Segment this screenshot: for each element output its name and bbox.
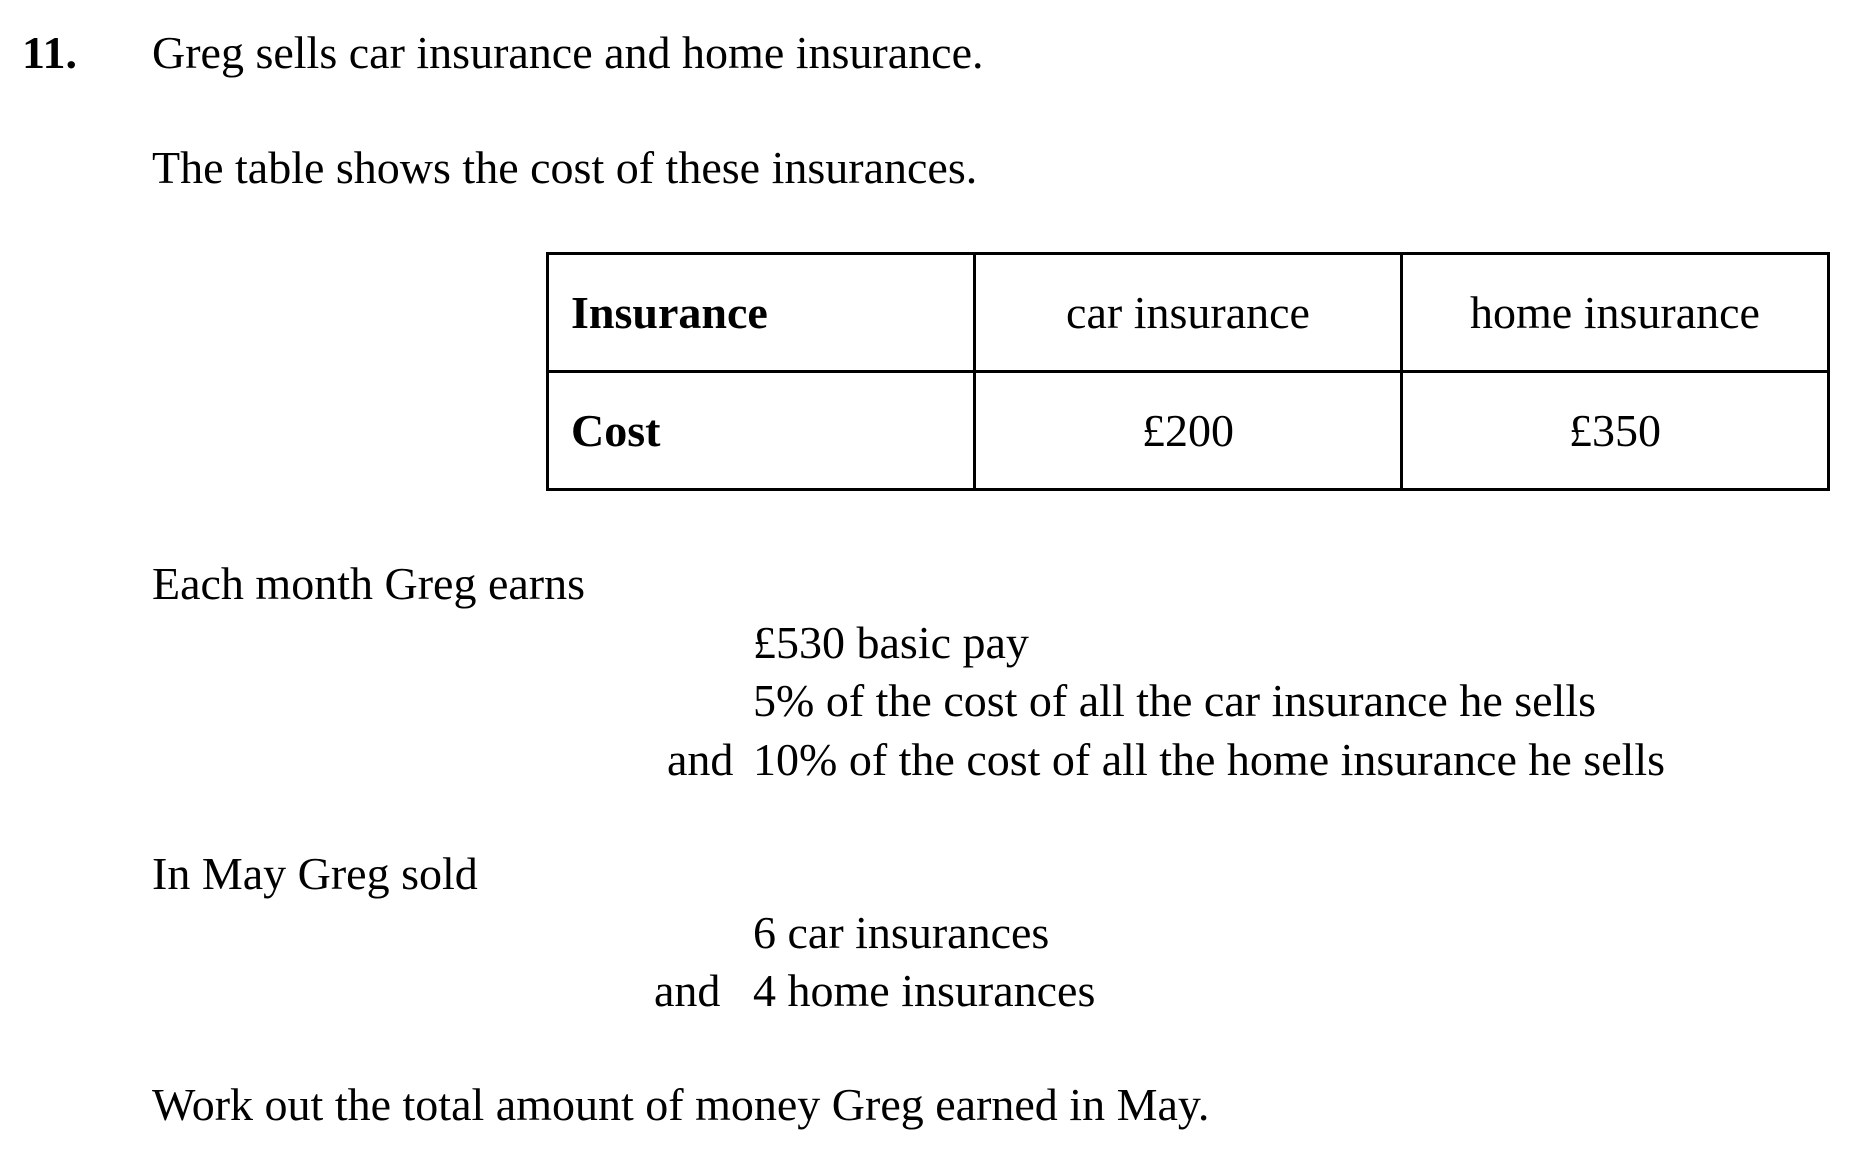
earnings-intro: Each month Greg earns bbox=[152, 558, 586, 609]
row-header-cost: Cost bbox=[548, 372, 975, 490]
sales-intro: In May Greg sold bbox=[152, 848, 478, 899]
earnings-item: 10% of the cost of all the home insurance he sells bbox=[753, 734, 1666, 785]
earnings-and: and bbox=[667, 734, 734, 785]
insurance-table bbox=[546, 252, 1830, 491]
row-header-insurance: Insurance bbox=[548, 254, 975, 372]
cell-car-insurance: car insurance bbox=[975, 254, 1402, 372]
sales-item: 6 car insurances bbox=[753, 907, 1050, 958]
cell-car-cost: £200 bbox=[975, 372, 1402, 490]
sales-item: 4 home insurances bbox=[753, 965, 1096, 1016]
question-intro: Greg sells car insurance and home insurance. bbox=[152, 27, 984, 78]
table-row bbox=[548, 254, 1829, 372]
earnings-item: £530 basic pay bbox=[753, 617, 1029, 668]
table-caption: The table shows the cost of these insurances. bbox=[152, 142, 978, 193]
task-instruction: Work out the total amount of money Greg earned in May. bbox=[152, 1079, 1210, 1130]
earnings-item: 5% of the cost of all the car insurance he sells bbox=[753, 675, 1597, 726]
cell-home-insurance: home insurance bbox=[1402, 254, 1829, 372]
question-number: 11. bbox=[22, 27, 77, 78]
cell-home-cost: £350 bbox=[1402, 372, 1829, 490]
sales-and: and bbox=[654, 965, 721, 1016]
table-row bbox=[548, 372, 1829, 490]
